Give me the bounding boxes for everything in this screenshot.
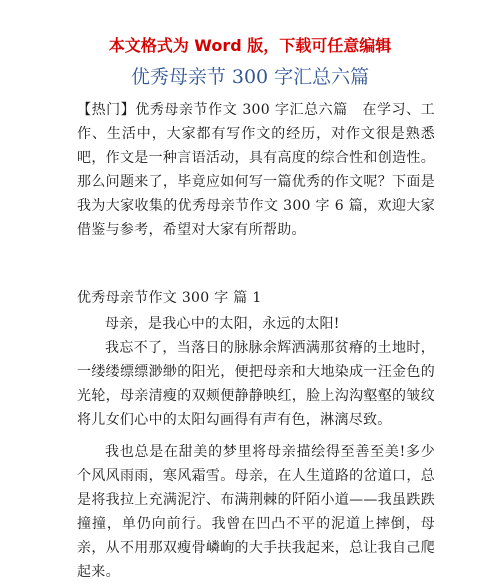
body-paragraph: 我忘不了，当落日的脉脉余辉洒满那贫瘠的土地时，一缕缕缥缥渺缈的阳光，便把母亲和大地染成一汪金色的光轮，母亲清瘦的双颊便静静映红，脸上沟沟壑壑的皱纹将儿女们心中的太阳勾画得有声有色，淋漓尽致。 — [77, 340, 435, 428]
body-paragraph: 我也总是在甜美的梦里将母亲描绘得至善至美!多少个风风雨雨，寒风霜雪。母亲，在人生道路的岔道口，总是将我拉上充满泥泞、布满荆棘的阡陌小道——我虽跌跌撞撞，单仍向前行。我曾在凹凸不平的泥道上摔倒，母亲，从不用那双瘦骨嶙峋的大手扶我起来，总让我自己爬起来。 — [77, 444, 435, 580]
format-notice: 本文格式为 Word 版，下载可任意编辑 — [108, 36, 392, 55]
body-paragraph: 母亲，是我心中的太阳，永远的太阳! — [105, 316, 340, 332]
document-title: 优秀母亲节 300 字汇总六篇 — [130, 66, 370, 88]
intro-paragraph: 【热门】优秀母亲节作文 300 字汇总六篇 在学习、工作、生活中，大家都有写作文的经历，对作文很是熟悉吧，作文是一种言语活动，具有高度的综合性和创造性。那么问题来了，毕竟应如何写一篇优秀的作文呢？下面是我为大家收集的优秀母亲节作文 300 字 6 篇，欢迎大家借鉴与参考，希望对大家有所帮助。 — [77, 102, 435, 238]
section-heading: 优秀母亲节作文 300 字 篇 1 — [77, 290, 262, 306]
